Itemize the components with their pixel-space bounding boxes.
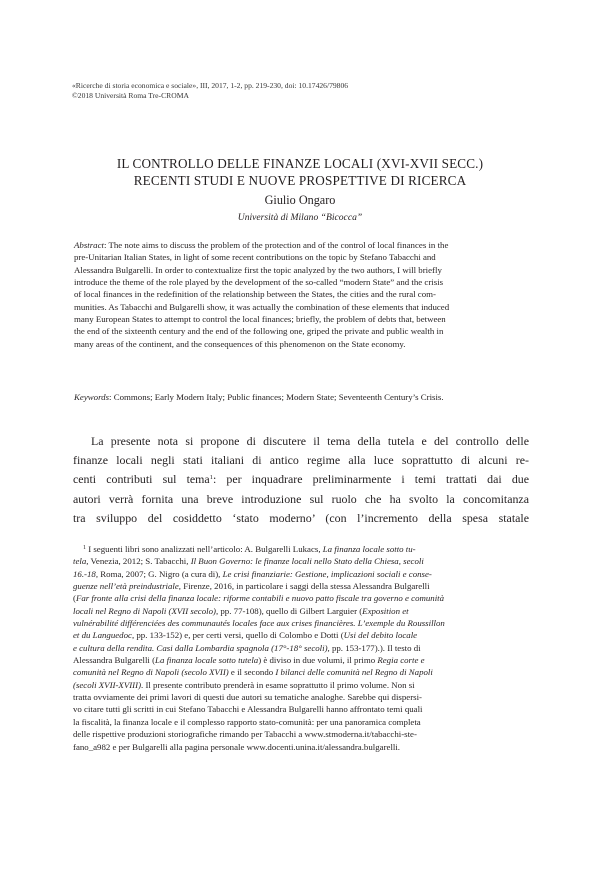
author-affiliation: Università di Milano “Bicocca” — [237, 212, 363, 223]
footnote-line[interactable]: delle rispettive produzioni storiografiche rimando per Tabacchi a www.stmoderna.it/tabacchi-ste- — [73, 729, 417, 740]
abstract-line: introduce the theme of the role played by the development of the so-called “modern State” and the crisis — [74, 277, 444, 288]
abstract-line: : The note aims to discuss the problem of the protection and of the control of local finances in the — [103, 240, 449, 250]
footnote-line: e cultura della rendita. Casi dalla Lombardia spagnola (17°-18° secoli), pp. 153-177).). Il testo di — [73, 642, 421, 653]
footnote-reference[interactable]: 1 — [209, 474, 213, 482]
keywords-label: Keywords — [74, 392, 110, 402]
footnote-line: vo citare tutti gli scritti in cui Stefano Tabacchi e Alessandra Bulgarelli hanno affrontato temi quali — [73, 704, 423, 715]
author-name: Giulio Ongaro — [264, 193, 336, 207]
footnote-line: 16.-18, Roma, 2007; G. Nigro (a cura di), Le crisi finanziarie: Gestione, implicazioni sociali e conse- — [73, 568, 432, 579]
body-line: La presente nota si propone di discutere il tema della tutela e del controllo delle — [91, 434, 529, 448]
body-text — [73, 432, 529, 528]
abstract-line: many areas of the continent, and the consequences of this phenomenon on the State economy. — [74, 338, 406, 349]
abstract-line: pre-Unitarian Italian States, in light of some recent contributions on the topic by Stefano Tabacchi and — [74, 252, 436, 263]
copyright-line: ©2018 Università Roma Tre-CROMA — [72, 91, 189, 100]
abstract-line: munities. As Tabacchi and Bulgarelli show, it was actually the combination of these elements that induced — [74, 301, 450, 312]
abstract-label: Abstract — [74, 240, 104, 250]
footnote — [73, 543, 531, 753]
footnote-line: et du Languedoc, pp. 133-152) e, per certi versi, quello di Colombo e Dotti (Usi del debito locale — [73, 630, 418, 641]
footnote-line: vulnérabilité différenciées des communautés locales face aux crises financières. L’exemple du Roussillon — [73, 618, 445, 629]
footnote-line: locali nel Regno di Napoli (XVII secolo), pp. 77-108), quello di Gilbert Larguier (Exposition et — [73, 605, 409, 616]
abstract-line: the end of the sixteenth century and the end of the following one, griped the private and public wealth in — [74, 326, 444, 337]
footnote-line: tela, Venezia, 2012; S. Tabacchi, Il Buon Governo: le finanze locali nello Stato della Chiesa, secoli — [73, 556, 424, 567]
body-line: tra sviluppo del cosiddetto ‘stato moderno’ (con l’incremento della spesa statale — [73, 510, 529, 525]
title-line-2: RECENTI STUDI E NUOVE PROSPETTIVE DI RICERCA — [133, 172, 467, 188]
journal-citation — [72, 81, 532, 101]
footnote-line[interactable]: fano_a982 e per Bulgarelli alla pagina personale www.docenti.unina.it/alessandra.bulgarelli. — [73, 741, 401, 752]
abstract — [74, 239, 528, 350]
keywords-text: : Commons; Early Modern Italy; Public finances; Modern State; Seventeenth Century’s Crisis. — [109, 392, 444, 402]
footnote-line: tratta ovviamente dei primi lavori di questi due autori su tematiche analoghe. Sarebbe qui dispersi- — [73, 692, 422, 703]
footnote-line: (secoli XVII-XVIII). Il presente contributo prenderà in esame soprattutto il primo volume. Non si — [73, 679, 415, 690]
abstract-line: many European States to attempt to control the local finances; briefly, the problem of debts that, between — [74, 314, 446, 325]
abstract-line: Alessandra Bulgarelli. In order to contextualize first the topic analyzed by the two authors, I will briefly — [74, 264, 442, 275]
journal-reference-line: «Ricerche di storia economica e sociale», III, 2017, 1-2, pp. 219-230, doi: 10.17426/79806 — [72, 81, 349, 90]
body-line: centi contributi sul tema$^1$: per inquadrare preliminarmente i temi trattati dai due — [73, 472, 529, 487]
footnote-line: la fiscalità, la finanza locale e il complesso rapporto stato-comunità: per una panoramica completa — [73, 716, 421, 727]
body-line: autori verrà fornita una breve introduzione sul ruolo che ha svolto la concomitanza — [73, 491, 529, 506]
body-line: finanze locali negli stati italiani di antico regime alla luce soprattutto di alcuni re- — [73, 453, 529, 468]
footnote-line: guenze nell’età preindustriale, Firenze, 2016, in particolare i saggi della stessa Alessandra Bulgarelli — [73, 581, 430, 592]
title-line-1: IL CONTROLLO DELLE FINANZE LOCALI (XVI-XVII SECC.) — [116, 156, 484, 171]
keywords — [74, 391, 532, 403]
footnote-line: comunità nel Regno di Napoli (secolo XVII) e il secondo I bilanci delle comunità nel Regno di Napoli — [73, 667, 433, 678]
abstract-line: of local finances in the redefinition of the relationship between the States, the cities and the rural com- — [74, 289, 436, 300]
footnote-line: $^1$ I seguenti libri sono analizzati nell’articolo: A. Bulgarelli Lukacs, La finanza locale sotto tu- — [83, 544, 416, 554]
footnote-marker: 1 — [83, 545, 86, 551]
footnote-line: Alessandra Bulgarelli (La finanza locale sotto tutela) è diviso in due volumi, il primo Regia corte e — [73, 655, 425, 666]
article-title — [60, 156, 540, 189]
footnote-line: (Far fronte alla crisi della finanza locale: riforme contabili e nuovo patto fiscale tra governo e comunità — [73, 593, 445, 604]
